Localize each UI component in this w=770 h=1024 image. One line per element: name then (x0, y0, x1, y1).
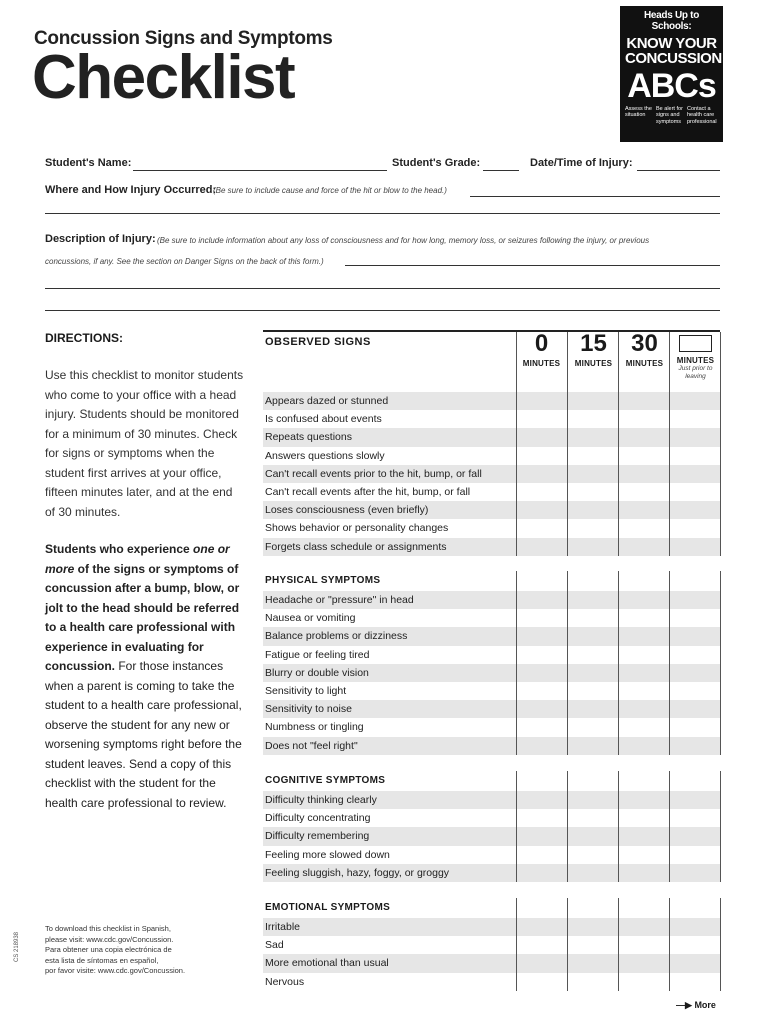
emotional-symptom-check-cell[interactable] (516, 954, 567, 972)
column-divider (720, 392, 721, 556)
column-divider (516, 771, 517, 882)
observed-sign-check-cell[interactable] (567, 501, 618, 519)
observed-sign-check-cell[interactable] (516, 392, 567, 410)
observed-sign-check-cell[interactable] (669, 428, 720, 446)
observed-sign-row-label: Forgets class schedule or assignments (265, 540, 447, 553)
physical-symptom-check-cell[interactable] (516, 646, 567, 664)
time-col-leaving: MINUTES Just prior to leaving (670, 330, 721, 381)
description-field-line-2[interactable] (45, 288, 720, 289)
observed-sign-check-cell[interactable] (669, 410, 720, 428)
observed-sign-check-cell[interactable] (516, 447, 567, 465)
observed-sign-check-cell[interactable] (516, 538, 567, 556)
logo-line-2: KNOW YOUR (626, 35, 717, 52)
observed-sign-check-cell[interactable] (618, 538, 669, 556)
where-how-note: (Be sure to include cause and force of the hit or blow to the head.) (213, 186, 447, 195)
cognitive-symptom-check-cell[interactable] (567, 827, 618, 845)
physical-symptom-header: PHYSICAL SYMPTOMS (265, 575, 381, 586)
cognitive-symptom-check-cell[interactable] (567, 791, 618, 809)
emotional-symptom-check-cell[interactable] (618, 973, 669, 991)
observed-sign-check-cell[interactable] (669, 538, 720, 556)
cognitive-symptom-header: COGNITIVE SYMPTOMS (265, 775, 386, 786)
cognitive-symptom-check-cell[interactable] (669, 827, 720, 845)
observed-sign-check-cell[interactable] (567, 465, 618, 483)
observed-sign-row-label: Answers questions slowly (265, 449, 385, 462)
observed-sign-check-cell[interactable] (516, 410, 567, 428)
physical-symptom-row-label: Blurry or double vision (265, 666, 369, 679)
physical-symptom-check-cell[interactable] (669, 718, 720, 736)
emotional-symptom-header: EMOTIONAL SYMPTOMS (265, 902, 391, 913)
arrow-right-icon: —▶ (676, 1000, 692, 1010)
cognitive-symptom-check-cell[interactable] (567, 864, 618, 882)
where-how-field-line-2[interactable] (45, 213, 720, 214)
emotional-symptom-row-label: More emotional than usual (265, 957, 389, 970)
cognitive-symptom-check-cell[interactable] (669, 791, 720, 809)
date-time-field[interactable] (637, 170, 720, 171)
time-col-15: 15 MINUTES (574, 330, 613, 368)
emotional-symptom-row-label: Irritable (265, 921, 301, 933)
cognitive-symptom-row-label: Difficulty thinking clearly (265, 794, 377, 806)
cognitive-symptom-check-cell[interactable] (567, 809, 618, 827)
observed-sign-check-cell[interactable] (618, 519, 669, 537)
physical-symptom-check-cell[interactable] (516, 627, 567, 645)
cognitive-symptom-check-cell[interactable] (669, 846, 720, 864)
observed-sign-check-cell[interactable] (669, 501, 720, 519)
observed-sign-check-cell[interactable] (567, 447, 618, 465)
observed-sign-check-cell[interactable] (669, 392, 720, 410)
physical-symptom-check-cell[interactable] (618, 682, 669, 700)
physical-symptom-check-cell[interactable] (567, 700, 618, 718)
physical-symptom-check-cell[interactable] (516, 737, 567, 755)
logo-col-contact: Contact a health care professional (687, 105, 717, 125)
physical-symptom-check-cell[interactable] (567, 664, 618, 682)
physical-symptom-check-cell[interactable] (516, 700, 567, 718)
student-name-field[interactable] (133, 170, 387, 171)
column-divider (516, 332, 517, 392)
physical-symptom-check-cell[interactable] (669, 591, 720, 609)
physical-symptom-row-label: Fatigue or feeling tired (265, 648, 370, 661)
cognitive-symptom-check-cell[interactable] (516, 809, 567, 827)
emotional-symptom-check-cell[interactable] (618, 918, 669, 936)
physical-symptom-row-label: Does not "feel right" (265, 739, 358, 752)
cognitive-symptom-row-label: Feeling sluggish, hazy, foggy, or groggy (265, 866, 450, 879)
column-divider (669, 392, 670, 556)
physical-symptom-check-cell[interactable] (567, 627, 618, 645)
observed-sign-check-cell[interactable] (567, 392, 618, 410)
column-divider (720, 332, 721, 392)
column-divider (669, 332, 670, 392)
column-divider (720, 898, 721, 991)
cognitive-symptom-check-cell[interactable] (618, 791, 669, 809)
time-col-30: 30 MINUTES (625, 330, 664, 368)
observed-sign-check-cell[interactable] (567, 410, 618, 428)
physical-symptom-check-cell[interactable] (618, 718, 669, 736)
logo-col-assess: Assess the situation (625, 105, 652, 119)
observed-sign-check-cell[interactable] (669, 519, 720, 537)
heads-up-logo (620, 6, 723, 142)
observed-sign-check-cell[interactable] (618, 447, 669, 465)
physical-symptom-check-cell[interactable] (516, 682, 567, 700)
physical-symptom-check-cell[interactable] (669, 627, 720, 645)
column-divider (516, 571, 517, 755)
column-divider (618, 571, 619, 755)
physical-symptom-check-cell[interactable] (567, 609, 618, 627)
observed-signs-header: OBSERVED SIGNS (265, 336, 371, 348)
physical-symptom-check-cell[interactable] (516, 591, 567, 609)
student-name-label: Student's Name: (45, 157, 132, 169)
column-divider (567, 332, 568, 392)
column-divider (516, 392, 517, 556)
emotional-symptom-check-cell[interactable] (669, 954, 720, 972)
observed-sign-check-cell[interactable] (618, 410, 669, 428)
observed-sign-check-cell[interactable] (618, 392, 669, 410)
observed-sign-check-cell[interactable] (618, 483, 669, 501)
observed-sign-row-label: Repeats questions (265, 431, 352, 444)
column-divider (618, 332, 619, 392)
cognitive-symptom-row-label: Difficulty remembering (265, 830, 370, 843)
cognitive-symptom-check-cell[interactable] (618, 827, 669, 845)
column-divider (720, 771, 721, 882)
physical-symptom-check-cell[interactable] (567, 591, 618, 609)
page-subtitle: Concussion Signs and Symptoms (34, 28, 333, 49)
emotional-symptom-check-cell[interactable] (516, 918, 567, 936)
physical-symptom-check-cell[interactable] (618, 700, 669, 718)
physical-symptom-check-cell[interactable] (618, 737, 669, 755)
physical-symptom-check-cell[interactable] (516, 664, 567, 682)
column-divider (720, 571, 721, 755)
observed-sign-row-label: Loses consciousness (even briefly) (265, 504, 429, 517)
observed-sign-row-label: Is confused about events (265, 413, 382, 426)
description-field-line-3[interactable] (45, 310, 720, 311)
cognitive-symptom-check-cell[interactable] (516, 791, 567, 809)
cognitive-symptom-check-cell[interactable] (516, 864, 567, 882)
emotional-symptom-check-cell[interactable] (618, 954, 669, 972)
observed-sign-check-cell[interactable] (669, 483, 720, 501)
physical-symptom-check-cell[interactable] (567, 737, 618, 755)
physical-symptom-row-label: Headache or "pressure" in head (265, 594, 414, 606)
emotional-symptom-check-cell[interactable] (618, 936, 669, 954)
physical-symptom-row-label: Numbness or tingling (265, 721, 364, 734)
physical-symptom-row-label: Sensitivity to light (265, 685, 347, 697)
physical-symptom-check-cell[interactable] (567, 682, 618, 700)
physical-symptom-check-cell[interactable] (618, 609, 669, 627)
physical-symptom-check-cell[interactable] (618, 591, 669, 609)
emotional-symptom-check-cell[interactable] (669, 918, 720, 936)
observed-sign-check-cell[interactable] (567, 519, 618, 537)
emotional-symptom-check-cell[interactable] (567, 954, 618, 972)
student-grade-field[interactable] (483, 170, 519, 171)
student-grade-label: Student's Grade: (392, 157, 481, 169)
physical-symptom-check-cell[interactable] (669, 609, 720, 627)
observed-sign-row-label: Appears dazed or stunned (265, 395, 389, 407)
physical-symptom-row-label: Nausea or vomiting (265, 612, 356, 625)
cognitive-symptom-check-cell[interactable] (618, 864, 669, 882)
column-divider (669, 571, 670, 755)
observed-sign-check-cell[interactable] (567, 428, 618, 446)
where-how-field[interactable] (470, 196, 720, 197)
emotional-symptom-row-label: Sad (265, 939, 284, 952)
column-divider (618, 771, 619, 882)
physical-symptom-check-cell[interactable] (516, 609, 567, 627)
description-label: Description of Injury: (45, 233, 156, 245)
cognitive-symptom-check-cell[interactable] (516, 846, 567, 864)
spanish-download-note: To download this checklist in Spanish, please visit: www.cdc.gov/Concussion. Para obtener una copia electrónica de esta lista de síntomas en español, por favor visite: www.cdc.gov/Concussion. (45, 924, 186, 975)
emotional-symptom-check-cell[interactable] (516, 973, 567, 991)
cognitive-symptom-check-cell[interactable] (618, 846, 669, 864)
physical-symptom-check-cell[interactable] (516, 718, 567, 736)
where-how-label: Where and How Injury Occurred: (45, 184, 217, 196)
observed-sign-row-label: Shows behavior or personality changes (265, 522, 449, 535)
cognitive-symptom-row-label: Difficulty concentrating (265, 812, 371, 825)
observed-sign-check-cell[interactable] (516, 428, 567, 446)
emotional-symptom-check-cell[interactable] (516, 936, 567, 954)
emotional-symptom-check-cell[interactable] (669, 973, 720, 991)
observed-sign-check-cell[interactable] (516, 519, 567, 537)
physical-symptom-row-label: Balance problems or dizziness (265, 630, 408, 643)
column-divider (516, 898, 517, 991)
column-divider (669, 898, 670, 991)
observed-sign-check-cell[interactable] (516, 501, 567, 519)
description-field[interactable] (345, 265, 720, 266)
cognitive-symptom-check-cell[interactable] (669, 864, 720, 882)
cognitive-symptom-check-cell[interactable] (567, 846, 618, 864)
physical-symptom-check-cell[interactable] (669, 682, 720, 700)
directions-heading: DIRECTIONS: (45, 331, 123, 345)
column-divider (567, 898, 568, 991)
observed-sign-check-cell[interactable] (669, 465, 720, 483)
physical-symptom-check-cell[interactable] (618, 627, 669, 645)
emotional-symptom-check-cell[interactable] (669, 936, 720, 954)
logo-line-3: CONCUSSION (625, 50, 722, 67)
observed-sign-check-cell[interactable] (567, 483, 618, 501)
observed-sign-check-cell[interactable] (618, 465, 669, 483)
observed-sign-check-cell[interactable] (516, 483, 567, 501)
observed-sign-check-cell[interactable] (618, 428, 669, 446)
more-link[interactable]: —▶ More (676, 1000, 716, 1010)
physical-symptom-check-cell[interactable] (618, 664, 669, 682)
custom-time-box[interactable] (679, 335, 712, 352)
emotional-symptom-check-cell[interactable] (567, 918, 618, 936)
physical-symptom-row-label: Sensitivity to noise (265, 703, 352, 716)
physical-symptom-check-cell[interactable] (669, 646, 720, 664)
logo-col-alert: Be alert for signs and symptoms (656, 105, 683, 125)
column-divider (567, 571, 568, 755)
observed-sign-check-cell[interactable] (516, 465, 567, 483)
physical-symptom-check-cell[interactable] (567, 718, 618, 736)
date-time-label: Date/Time of Injury: (530, 157, 633, 169)
emotional-symptom-check-cell[interactable] (567, 973, 618, 991)
cognitive-symptom-check-cell[interactable] (516, 827, 567, 845)
directions-referral-text: Students who experience one or more of the signs or symptoms of concussion after a bump, blow, or jolt to the head should be referred to a health care professional with experience in evaluating for concussion. For those instances when a parent is coming to take the student to a health care professional, observe the student for any new or worsening symptoms right before the student leaves. Send a copy of this checklist with the student for the health care professional to review. (45, 542, 242, 810)
physical-symptom-check-cell[interactable] (618, 646, 669, 664)
observed-sign-check-cell[interactable] (669, 447, 720, 465)
cognitive-symptom-row-label: Feeling more slowed down (265, 848, 390, 861)
column-divider (567, 392, 568, 556)
column-divider (618, 898, 619, 991)
observed-sign-check-cell[interactable] (618, 501, 669, 519)
logo-line-4: ABCs (627, 66, 716, 105)
physical-symptom-check-cell[interactable] (669, 664, 720, 682)
directions-text: Use this checklist to monitor students who come to your office with a head injury. Students should be monitored for a minimum of 30 minutes. Check for signs or symptoms when the student first arrives at your office, fifteen minutes later, and at the end of 30 minutes. (45, 368, 244, 519)
column-divider (567, 771, 568, 882)
description-note-2: concussions, if any. See the section on Danger Signs on the back of this form.) (45, 257, 324, 266)
physical-symptom-check-cell[interactable] (669, 700, 720, 718)
time-col-0: 0 MINUTES (522, 330, 561, 368)
observed-sign-row-label: Can't recall events after the hit, bump, or fall (265, 486, 471, 498)
physical-symptom-check-cell[interactable] (669, 737, 720, 755)
document-code: CS 218938 (14, 931, 20, 962)
logo-line-1: Heads Up to Schools: (643, 10, 700, 32)
column-divider (618, 392, 619, 556)
cognitive-symptom-check-cell[interactable] (618, 809, 669, 827)
observed-sign-check-cell[interactable] (567, 538, 618, 556)
cognitive-symptom-check-cell[interactable] (669, 809, 720, 827)
page-title: Checklist (32, 43, 295, 112)
description-note-1: (Be sure to include information about any loss of consciousness and for how long, memory loss, or seizures following the injury, or previous (157, 236, 650, 245)
observed-sign-row-label: Can't recall events prior to the hit, bump, or fall (265, 467, 482, 480)
emotional-symptom-row-label: Nervous (265, 975, 305, 988)
emotional-symptom-check-cell[interactable] (567, 936, 618, 954)
column-divider (669, 771, 670, 882)
physical-symptom-check-cell[interactable] (567, 646, 618, 664)
